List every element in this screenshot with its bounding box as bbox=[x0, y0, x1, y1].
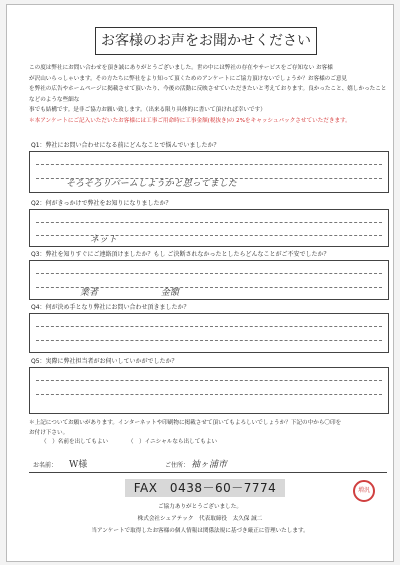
cashback-note: ＊本アンケートにご記入いただいたお客様には工事ご用命時に工事金額(税抜き)の 2%をキャッシュバックさせていただきます。 bbox=[29, 117, 351, 124]
question-5-box[interactable] bbox=[29, 367, 389, 414]
question-3-label: Q3：弊社を知りすぐにご連絡頂けましたか？もし ご決断されなかったとしたらどんなことがご不安でしたか？ bbox=[31, 251, 330, 258]
publish-choices bbox=[41, 437, 235, 445]
choice-initial[interactable]: （ ）イニシャルなら出してもよい bbox=[127, 439, 218, 445]
address-value[interactable]: 袖ヶ浦市 bbox=[191, 460, 228, 470]
page-title: お客様のお声をお聞かせください bbox=[95, 27, 317, 55]
answer-line bbox=[36, 394, 382, 395]
publish-request-line: ＊上記についてお願いがあります。インターネットや印刷物に掲載させて頂いてもよろしいでしょうか？下記の中から〇印を bbox=[29, 420, 342, 426]
question-2-label: Q2：何がきっかけで弊社をお知りになりましたか？ bbox=[31, 200, 172, 207]
fax-number: FAX 0438－60－7774 bbox=[125, 479, 285, 497]
company-name: 株式会社シェアテック 代表取締役 太久保 誠二 bbox=[137, 516, 263, 522]
question-3-answer: 業者 金額 bbox=[80, 288, 179, 298]
question-1-answer: そろそろリバームしようかと思ってました bbox=[66, 179, 237, 189]
company-seal: 増汎 bbox=[353, 480, 375, 502]
answer-line bbox=[36, 235, 382, 236]
name-address-row bbox=[29, 458, 387, 473]
address-label: ご住所： bbox=[165, 462, 190, 469]
answer-line bbox=[36, 164, 382, 165]
thanks-text: ご協力ありがとうございました。 bbox=[158, 504, 242, 510]
intro-line: が沢山いらっしゃいます。その方たちに弊社をより知って頂くためのアンケートにご協力頂けないでしょうか？お客様のご意見 bbox=[29, 75, 348, 82]
question-1-box[interactable] bbox=[29, 151, 389, 193]
answer-line bbox=[36, 326, 382, 327]
intro-text bbox=[29, 63, 387, 126]
question-2-box[interactable] bbox=[29, 209, 389, 247]
intro-line: 事でも結構です。是非ご協力お願い致します。（出来る限り具体的に書いて頂ければ幸いです） bbox=[29, 107, 266, 113]
question-3-box[interactable] bbox=[29, 260, 389, 300]
answer-line bbox=[36, 273, 382, 274]
question-4-box[interactable] bbox=[29, 313, 389, 353]
intro-line: この度は弊社にお問い合わせを頂き誠にありがとうございました。世の中には弊社の存在やサービスをご存知ない お客様 bbox=[29, 65, 333, 71]
answer-line bbox=[36, 340, 382, 341]
publish-request bbox=[29, 418, 387, 438]
intro-line: を弊社の広告やホームページに掲載させて頂いたり、今後の活動に反映させていただきたいと考えております。良かったこと、嬉しかったことなどのような些細な bbox=[29, 86, 387, 103]
question-4-label: Q4：何が決め手となり弊社にお問い合わせ頂きましたか？ bbox=[31, 304, 190, 311]
name-label: お名前： bbox=[33, 462, 58, 469]
question-5-label: Q5：実際に弊社担当者がお伺いしていかがでしたか？ bbox=[31, 358, 178, 365]
answer-line bbox=[36, 380, 382, 381]
privacy-note: 当アンケートで取得したお客様の個人情報は関係法規に基づき厳正に管理いたします。 bbox=[91, 528, 309, 534]
name-value[interactable]: W様 bbox=[69, 460, 88, 470]
answer-line bbox=[36, 222, 382, 223]
publish-request-line: お付け下さい。 bbox=[29, 430, 69, 436]
question-2-answer: ネット bbox=[90, 235, 118, 245]
question-1-label: Q1：弊社にお問い合わせになる前にどんなことで悩んでいましたか？ bbox=[31, 142, 220, 149]
survey-sheet bbox=[6, 4, 394, 562]
choice-name[interactable]: （ ）名前を出してもよい bbox=[41, 439, 109, 445]
